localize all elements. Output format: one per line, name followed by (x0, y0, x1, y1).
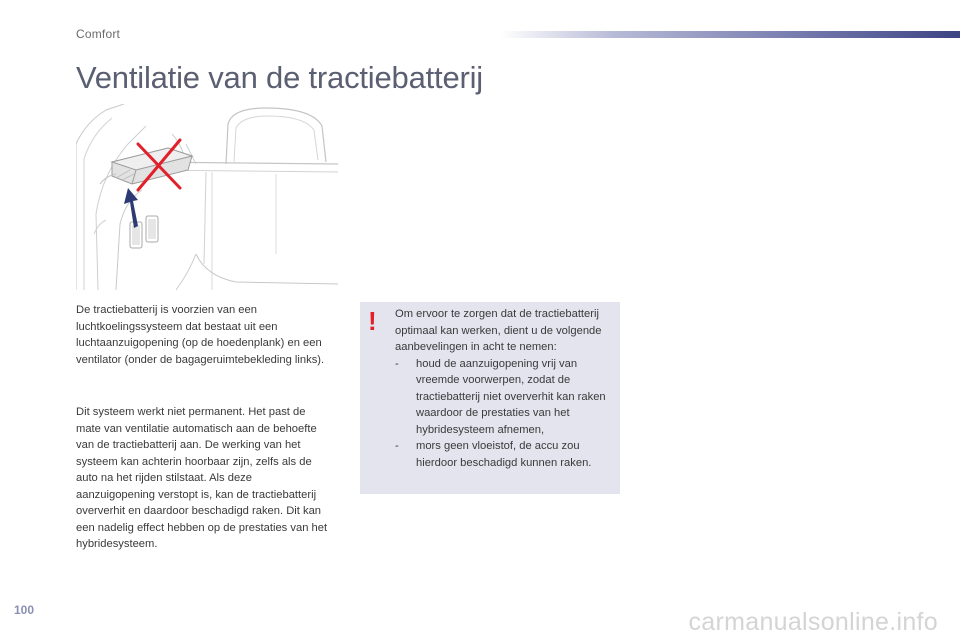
warning-intro: Om ervoor te zorgen dat de tractiebatterij optimaal kan werken, dient u de volgende aanbevelingen in acht te nemen: (395, 308, 602, 353)
trunk-illustration (76, 104, 338, 290)
trunk-drawing (76, 104, 338, 290)
body-paragraph (76, 404, 328, 553)
warning-list (395, 356, 615, 472)
list-item (395, 438, 615, 471)
warning-text (395, 306, 615, 471)
section-label: Comfort (76, 27, 121, 41)
header-gradient-bar (500, 31, 960, 38)
bullet-dash: - (395, 440, 399, 452)
page-number: 100 (14, 603, 35, 617)
intro-paragraph (76, 302, 328, 368)
intro-text: De tractiebatterij is voorzien van een luchtkoelingssysteem dat bestaat uit een luchtaanzuigopening (op de hoedenplank) en een ventilator (onder de bagageruimtebekleding links). (76, 304, 325, 366)
exclamation-warning-icon: ! (368, 306, 377, 336)
bullet-dash: - (395, 357, 399, 370)
list-item-text: houd de aanzuigopening vrij van vreemde voorwerpen, zodat de tractiebatterij niet oververhit kan raken waardoor de prestaties van het hybridesysteem afnemen, (416, 357, 606, 436)
body-text: Dit systeem werkt niet permanent. Het past de mate van ventilatie automatisch aan de behoefte van de tractiebatterij aan. De werking van het systeem kan achterin hoorbaar zijn, zelfs als de auto na het rijden stilstaat. Als deze aanzuigopening verstopt is, kan de tractiebatterij oververhit en daardoor beschadigd raken. Dit kan een nadelig effect hebben op de prestaties van het hybridesysteem. (76, 406, 328, 550)
list-item-text: mors geen vloeistof, de accu zou hierdoor beschadigd kunnen raken. (416, 440, 592, 469)
list-item (395, 356, 615, 439)
page-title: Ventilatie van de tractiebatterij (76, 60, 483, 95)
watermark: carmanualsonline.info (688, 608, 938, 636)
warning-box (360, 302, 620, 494)
